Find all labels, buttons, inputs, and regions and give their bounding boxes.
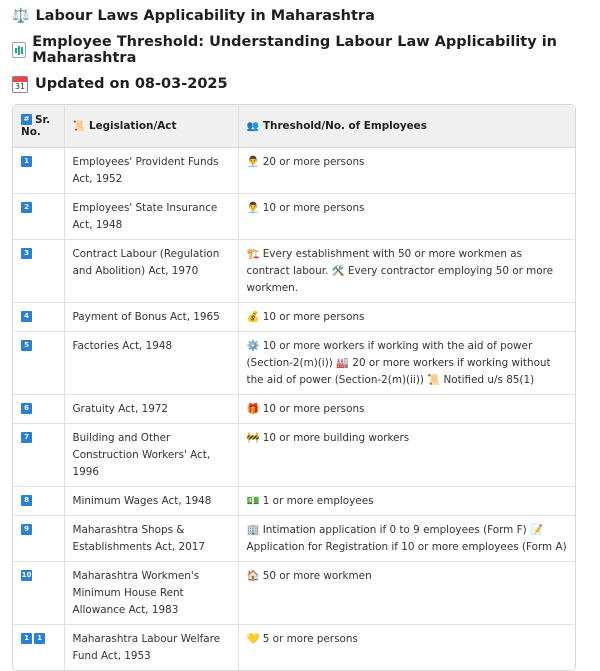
legislation-cell: Gratuity Act, 1972 bbox=[64, 394, 238, 423]
sr-no-cell bbox=[13, 302, 64, 331]
number-badge-icon: 8 bbox=[21, 495, 32, 506]
table-row bbox=[13, 423, 575, 486]
table-row bbox=[13, 147, 575, 193]
number-badge-icon: 5 bbox=[21, 340, 32, 351]
sr-no-cell bbox=[13, 147, 64, 193]
number-badge-icon: 2 bbox=[21, 202, 32, 213]
sr-no-cell bbox=[13, 624, 64, 670]
number-badge-icon: 4 bbox=[21, 311, 32, 322]
updated-line bbox=[12, 74, 588, 94]
subtitle bbox=[12, 34, 588, 66]
updated-text: Updated on 08-03-2025 bbox=[35, 76, 228, 92]
legislation-cell: Minimum Wages Act, 1948 bbox=[64, 486, 238, 515]
threshold-cell: 👨‍💼 10 or more persons bbox=[238, 193, 575, 239]
threshold-cell: 🎁 10 or more persons bbox=[238, 394, 575, 423]
sr-no-cell bbox=[13, 394, 64, 423]
legislation-cell: Factories Act, 1948 bbox=[64, 331, 238, 394]
legislation-cell: Maharashtra Shops & Establishments Act, 2017 bbox=[64, 515, 238, 561]
hash-icon: # bbox=[21, 114, 32, 125]
table-row bbox=[13, 302, 575, 331]
sr-no-cell bbox=[13, 561, 64, 624]
number-badge-icon: 7 bbox=[21, 432, 32, 443]
calendar-icon: 31 bbox=[12, 76, 28, 93]
threshold-cell: 💛 5 or more persons bbox=[246, 632, 358, 645]
table-header-row bbox=[13, 105, 575, 147]
threshold-cell: 🏠 50 or more workmen bbox=[238, 561, 575, 624]
table-row bbox=[13, 486, 575, 515]
table-row bbox=[13, 624, 575, 670]
legislation-cell: Employees' State Insurance Act, 1948 bbox=[64, 193, 238, 239]
subtitle-text: Employee Threshold: Understanding Labour Law Applicability in Maharashtra bbox=[32, 34, 557, 66]
header-threshold: 👥 Threshold/No. of Employees bbox=[238, 105, 575, 147]
table-row bbox=[13, 561, 575, 624]
number-badge-icon: 3 bbox=[21, 248, 32, 259]
sr-no-cell bbox=[13, 193, 64, 239]
number-badge-icon: 1 bbox=[21, 156, 32, 167]
number-badge-icon: 9 bbox=[21, 524, 32, 535]
people-icon: 👥 bbox=[246, 120, 259, 132]
legislation-cell: Payment of Bonus Act, 1965 bbox=[64, 302, 238, 331]
threshold-cell: 🚧 10 or more building workers bbox=[238, 423, 575, 486]
scales-icon: ⚖️ bbox=[12, 8, 30, 24]
page-title-text: Labour Laws Applicability in Maharashtra bbox=[35, 8, 375, 24]
sr-no-cell bbox=[13, 486, 64, 515]
legislation-cell: Maharashtra Labour Welfare Fund Act, 1953 bbox=[64, 624, 238, 670]
scroll-icon: 📜 bbox=[72, 120, 85, 132]
sr-no-cell bbox=[13, 515, 64, 561]
number-badge-icon: 10 bbox=[21, 571, 32, 579]
threshold-cell: 👨‍💼 20 or more persons bbox=[238, 147, 575, 193]
bar-chart-icon bbox=[12, 42, 26, 58]
threshold-cell: 🏢 Intimation application if 0 to 9 employees (Form F) 📝 Application for Registration if 10 or more employees (Form A) bbox=[238, 515, 575, 561]
applicability-table bbox=[12, 104, 576, 671]
number-badge-icon: 6 bbox=[21, 403, 32, 414]
sr-no-cell bbox=[13, 423, 64, 486]
page-title bbox=[12, 6, 588, 26]
header-legislation: 📜 Legislation/Act bbox=[64, 105, 238, 147]
table-row bbox=[13, 515, 575, 561]
legislation-cell: Building and Other Construction Workers' Act, 1996 bbox=[64, 423, 238, 486]
legislation-cell: Employees' Provident Funds Act, 1952 bbox=[64, 147, 238, 193]
number-badge-icon: 1 bbox=[21, 633, 32, 644]
table-row bbox=[13, 394, 575, 423]
table-row bbox=[13, 193, 575, 239]
header-sr-no: # Sr. No. bbox=[13, 105, 64, 147]
table-row bbox=[13, 239, 575, 302]
sr-no-cell bbox=[13, 331, 64, 394]
threshold-cell: 💵 1 or more employees bbox=[238, 486, 575, 515]
number-badge-icon: 1 bbox=[34, 633, 45, 644]
threshold-cell: 💰 10 or more persons bbox=[238, 302, 575, 331]
threshold-cell: 🏗️ Every establishment with 50 or more workmen as contract labour. 🛠️ Every contractor employing 50 or more workmen. bbox=[238, 239, 575, 302]
sr-no-cell bbox=[13, 239, 64, 302]
threshold-cell: ⚙️ 10 or more workers if working with the aid of power (Section-2(m)(i)) 🏭 20 or more workers if working without the aid of power (Section-2(m)(ii)) 📜 Notified u/s 85(1) bbox=[238, 331, 575, 394]
table-row bbox=[13, 331, 575, 394]
legislation-cell: Contract Labour (Regulation and Abolition) Act, 1970 bbox=[64, 239, 238, 302]
legislation-cell: Maharashtra Workmen's Minimum House Rent Allowance Act, 1983 bbox=[64, 561, 238, 624]
